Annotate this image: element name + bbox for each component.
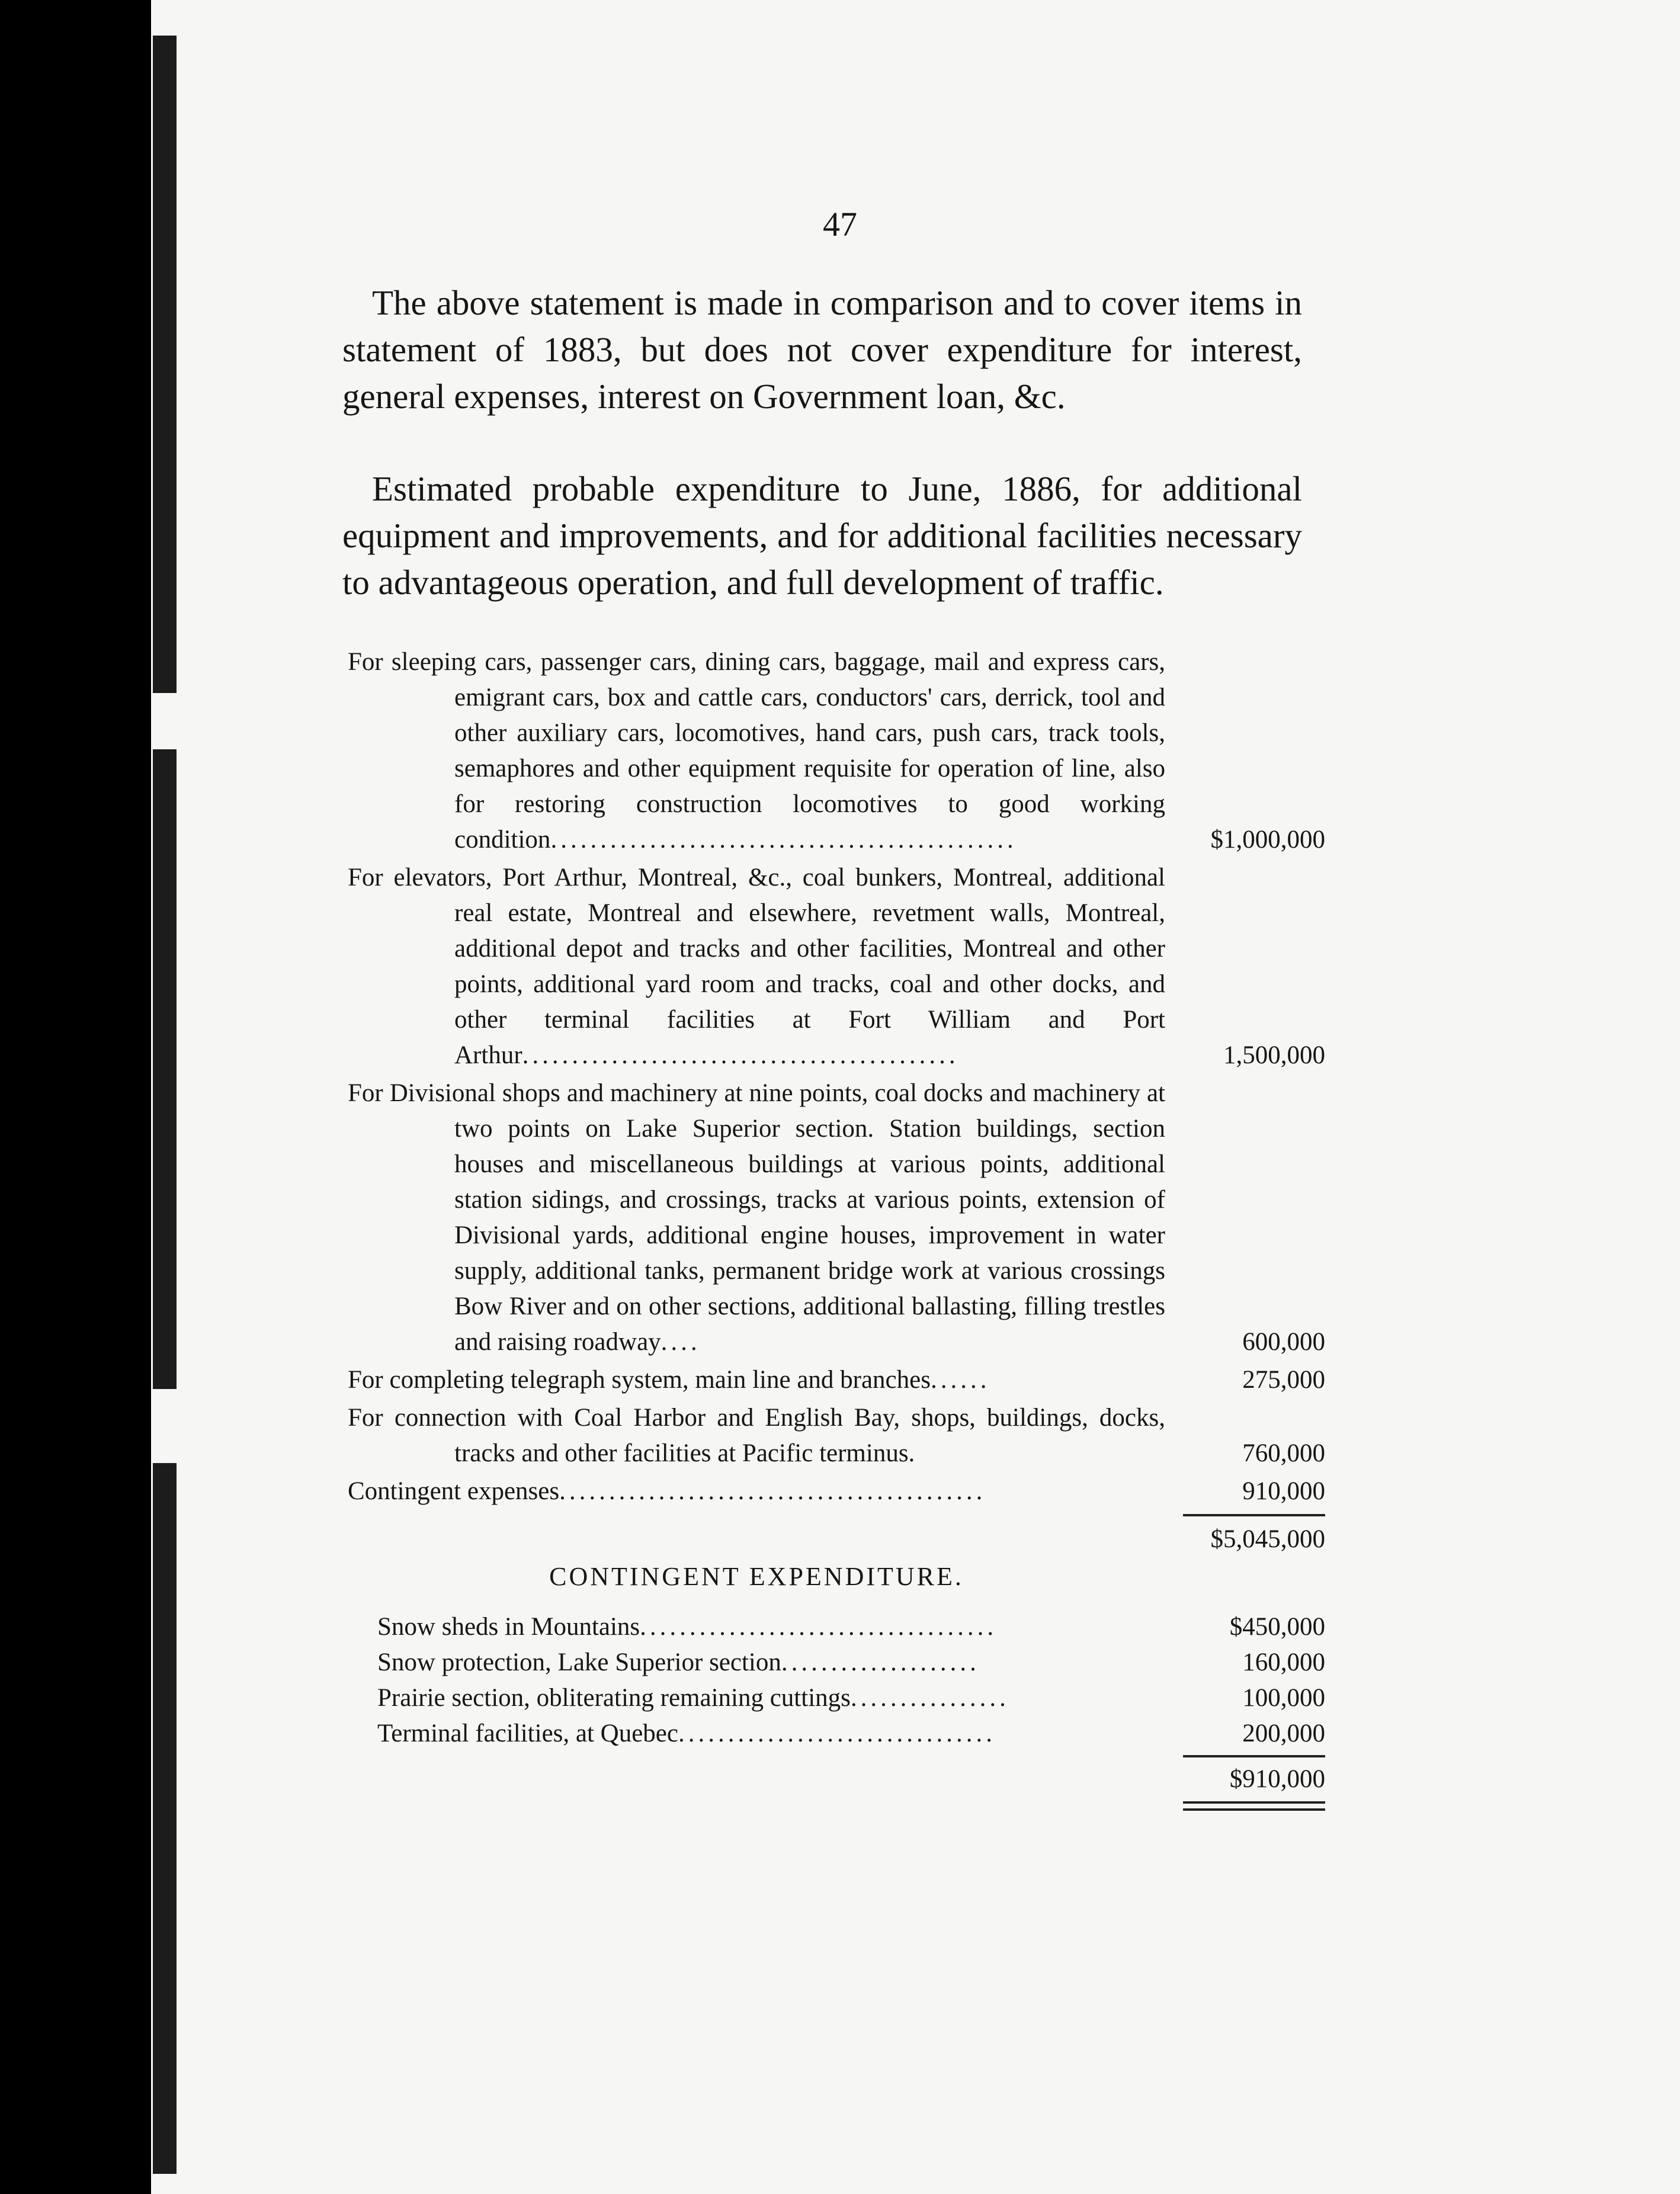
contingent-total-amount: $910,000 bbox=[1229, 1765, 1325, 1793]
contingent-entry bbox=[348, 1645, 1325, 1680]
dot-leader: ................ bbox=[850, 1684, 1009, 1712]
total-row bbox=[348, 1514, 1325, 1555]
paragraph: Estimated probable expenditure to June, 1886, for additional equipment and improvements, and for additional facilities necessary to advantageous operation, and full development of traffic. bbox=[342, 469, 1302, 602]
contingent-entry bbox=[348, 1609, 1325, 1645]
dot-leader: ........................................... bbox=[559, 1477, 986, 1505]
total-rule bbox=[1183, 1755, 1325, 1757]
entry-text: Snow protection, Lake Superior section bbox=[377, 1648, 781, 1676]
expenditure-entry bbox=[348, 1400, 1325, 1471]
entry-text: For elevators, Port Arthur, Montreal, &c., coal bunkers, Montreal, additional real estate, Montreal and elsewhere, revetment walls, Montreal, additional depot and tracks and other facilities, Montreal and other points, additional yard room and tracks, coal and other docks, and other terminal facilities at Fort William and Port Arthur bbox=[348, 864, 1165, 1069]
dot-leader: ...... bbox=[930, 1366, 990, 1394]
entry-amount: 1,500,000 bbox=[1223, 1041, 1325, 1069]
paragraph: The above statement is made in comparison and to cover items in statement of 1883, but does not cover expenditure for interest, general expenses, interest on Government loan, &c. bbox=[342, 283, 1302, 416]
entry-amount: 275,000 bbox=[1242, 1366, 1325, 1394]
expenditure-entry bbox=[348, 1362, 1325, 1398]
entry-text: For Divisional shops and machinery at nine points, coal docks and machinery at two points on Lake Superior section. Station buildings, section houses and miscellaneous buildings at various points, additional station sidings, and crossings, tracks at various points, extension of Divisional yards, additional engine houses, improvement in water supply, additional tanks, permanent bridge work at various crossings Bow River and on other sections, additional ballasting, filling trestles and raising roadway bbox=[348, 1079, 1165, 1356]
entry-amount: 200,000 bbox=[1242, 1720, 1325, 1747]
dot-leader: .... bbox=[661, 1328, 701, 1356]
entry-text: Prairie section, obliterating remaining cuttings bbox=[377, 1684, 851, 1712]
entry-text: For completing telegraph system, main line and branches bbox=[348, 1366, 931, 1394]
entry-text: For connection with Coal Harbor and English Bay, shops, buildings, docks, tracks and other facilities at Pacific terminus. bbox=[348, 1404, 1165, 1467]
binding-edge bbox=[153, 1463, 177, 2174]
contingent-entry bbox=[348, 1716, 1325, 1752]
entry-text: Snow sheds in Mountains bbox=[377, 1613, 640, 1641]
entry-text: For sleeping cars, passenger cars, dining cars, baggage, mail and express cars, emigrant cars, box and cattle cars, conductors' cars, derrick, tool and other auxiliary cars, locomotives, hand cars, push cars, track tools, semaphores and other equipment requisite for operation of line, also for restoring construction locomotives to good working condition bbox=[348, 648, 1165, 854]
entry-amount: 760,000 bbox=[1242, 1439, 1325, 1467]
expenditure-list bbox=[348, 644, 1325, 1808]
dot-leader: ............................................ bbox=[522, 1041, 959, 1069]
contingent-total-row bbox=[348, 1755, 1325, 1808]
section-heading: CONTINGENT EXPENDITURE. bbox=[549, 1562, 964, 1591]
expenditure-entry bbox=[348, 860, 1325, 1073]
expenditure-entry bbox=[348, 644, 1325, 858]
contingent-entry bbox=[348, 1680, 1325, 1716]
page-number: 47 bbox=[823, 205, 857, 243]
entry-text: Contingent expenses bbox=[348, 1477, 560, 1505]
dot-leader: .................................... bbox=[640, 1613, 998, 1641]
dot-leader: ................................ bbox=[678, 1720, 996, 1747]
expenditure-entry bbox=[348, 1474, 1325, 1509]
dot-leader: ............................................... bbox=[550, 826, 1017, 854]
entry-text: Terminal facilities, at Quebec bbox=[377, 1720, 678, 1747]
binding-edge bbox=[153, 36, 177, 693]
entry-amount: 100,000 bbox=[1242, 1684, 1325, 1712]
entry-amount: 160,000 bbox=[1242, 1648, 1325, 1676]
total-rule bbox=[1183, 1514, 1325, 1516]
dot-leader: .................... bbox=[781, 1648, 980, 1676]
binding-edge bbox=[153, 749, 177, 1389]
entry-amount: $1,000,000 bbox=[1210, 826, 1325, 854]
expenditure-entry bbox=[348, 1076, 1325, 1360]
double-rule bbox=[1183, 1801, 1325, 1811]
entry-amount: 910,000 bbox=[1242, 1477, 1325, 1505]
total-amount: $5,045,000 bbox=[1210, 1525, 1325, 1553]
entry-amount: $450,000 bbox=[1229, 1613, 1325, 1641]
entry-amount: 600,000 bbox=[1242, 1328, 1325, 1356]
